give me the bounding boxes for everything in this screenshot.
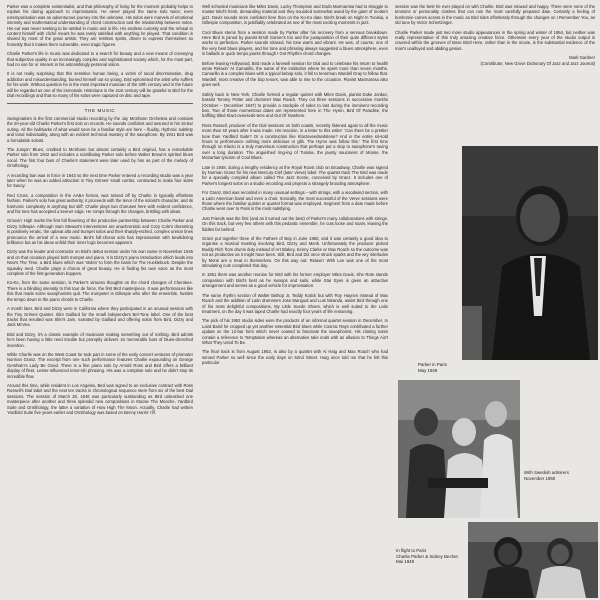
intro-paragraphs (7, 4, 193, 99)
music-paragraph: While Charlie was on the West Coast he took part in some of the early concert ventures of promoter Norman Granz. The excerpt from one such performance features Charlie expounding on George Gershwin's Lady Be Good. There is a fine piano solo by Arnold Ross and Bird offers a brilliant display of fleet, Lester-influenced tenor-ish phrasing. His was a complete solo and he didn't stop its incredible flow. (7, 351, 193, 379)
right-paragraph: session was the best he ever played on with Charlie. Bird was relaxed and happy. There were none of the tensions or personality clashes that can ruin the most carefully prepared date. Certainly a feeling of bonhomie comes across in the music as Bird rides effortlessly through the changes on I Remember You, an old tune by Victor Schertzinger. (395, 4, 595, 26)
middle-paragraph: Safely back in New York, Charlie formed a regular quintet with Miles Davis, pianist Duke Jordan, bassist Tommy Potter and drummer Max Roach. They cut three sessions in successive months (October – December 1947) to provide a stockpile of sides to last during the imminent recording ban. Two of those momentous dates are represented here in The Hymn, Bird Of Paradise, the baffling titled Klact-oveeseds-tene and Out Of Nowhere. (202, 91, 388, 119)
music-paragraph: Red Cross, a composition in the AABA format, was tossed off by Charlie in typically effortless fashion. Parker's solo has great authority; it proceeds with the tenor of the soloist's character, and its harmonic complexity is anything but stiff. Charlie plays two choruses here with evident confidence, and his tone has accepted a keener edge. He romps through the changes, bristling with ideas. (7, 192, 193, 214)
middle-paragraph: Ross Russell, producer of the Dial sessions on both coasts, recently listened again to all the music more than 40 years after it was made. His reaction, in a letter to this writer: 'Can there be a prettier tune than Yardbird Suite? Or a construction like Klactoveedsedstene? And in the entire sit-sold hours to performance nothing more delicious or glib. The Hymn was follow this.' The first time through on Klacto is a truly marvelous construction that perhaps put a stop to saxophone's raving over a long duration. The anguished ring-ing of Tunisia, the jaunty sauciness of Moose, the Mozartian lyricism of Cool Blues. (202, 122, 388, 161)
author-signature: Mark Gardner (569, 55, 595, 61)
photo-swedish-admirers (398, 380, 520, 518)
middle-paragraph: The final track is from August 1953, is also by a quartet with Al Haig and Max Roach who had served Parker so well since the early days on 52nd Street. Haig once told me that he felt this particular (202, 349, 388, 366)
middle-paragraph: Cool Blues stems from a session made by Parker after his recovery from a nervous breakdown. Here Bird is joined by pianist Erroll Garner's trio and the juxtaposition of their quite different styles works to perfection. Parker sounds relaxed, his tone warm and vibrant. He was, of course, one of the very best blues players, and his tone and phrasing always suggested a blues atmosphere, even in ballads or quick tempo jaunts through I Got Rhythm chord changes. (202, 29, 388, 57)
music-paragraph: Swingmatism is the first commercial studio recording by the Jay McShann Orchestra and contains the 20-year-old Charlie Parker's first solo on records. He sounds confident and assured in his 16-bar outing. All the hallmarks of what would soon be a familiar style are here – fluidity, rhythmic subtlety and tonal individuality, along with an evident technical mastery of the saxophone. By 1941 Bird was a formidable soloist. (7, 115, 193, 143)
photo-parker-paris (462, 146, 598, 360)
music-paragraph: Around this time, while resident in Los Angeles, Bird was signed to an exclusive contract with Ross Russell's Dial label and the next ten tracks in chronological sequence stem from six of the best Dial sessions. The session of March 28, 1946 was particularly outstanding as Bird unleashed one masterpiece after another and three splendid new compositions in Moose The Mooche, Yardbird Suite and Ornithology, the latter a variation of How High The Moon. Actually, Charlie had written Yardbird Suite five years earlier and Ornithology was based on Benny Harris' riff. (7, 382, 193, 415)
music-paragraph: A month later, Bird and Dizzy were in California where they participated in an unusual session with the Tiny Grimes Quintet. Slim Gaillard for the small independent Bel-Tone label. One of the best tracks that resulted was Slim's Jam, narrated by Gaillard and offering solos from Bird, Dizzy and Jack McVea. (7, 306, 193, 328)
middle-paragraph: For Granz, Bird was recorded in many unusual settings – with strings, with a woodwind section, with a Latin American band and even a choir. Ironically, the most successful of the Verve sessions were those where the familiar quintet or quartet format was employed. Segment from a date made before Charlie went over to Paris is the most satisfying. (202, 190, 388, 212)
music-paragraph: Ko-Ko, from the same session, is Parker's virtuoso thoughts on the chord changes of Cherokee. There is a blinding intensity to this tour de force, the first Bird masterpiece. It was performances like this that made some saxophonists quit. The trumpeter is Gillespie who after the ensemble, hustles the tempo down to the piano chords to Charlie. (7, 280, 193, 302)
author-credit: (Contributor, New Grove Dictionary Of Jazz and Jazz Journal) (480, 60, 595, 66)
section-divider (7, 103, 193, 104)
music-paragraph: Dizzy was the leader and contractor on Bird's debut session under his own name in November 1945 and on that occasion played both trumpet and piano. It is Dizzy's piano introduction which leads into Now's The Time, a Bird blues which was 'stolen' to form the basis for The Hucklebuck. Despite the squeaky reed, Charlie plays a chorus of great beauty. He is finding his own voice as the most complete of the first-generation boppers. (7, 249, 193, 277)
intro-paragraph: It is not really surprising that this sensitive human being, a victim of racial discrimination, drug addiction and misunderstanding, burned himself out so young. Bird epitomised the artist who suffers for his work. Without question he is the most important musician of the 20th century and in the future will be regarded as one of the immortals. Historians in the 21st century will be grateful to Bird for the Dial recordings and that so many of his solos were captured on disc and tape. (7, 71, 193, 99)
middle-paragraph: Well schooled musicians like Miles Davis, Lucky Thompson and Dodo Marmarosa had to struggle to master Bird's fresh, demanding material and they sounded somewhat awed by the giant of modern jazz. Davis sounds more confident here than on the Ko-Ko date. Bird's break on Night In Tunisia, a Gillespie composition, is justifiably celebrated as one of the most exciting moments in jazz. (202, 4, 388, 26)
photo-flight-paris (468, 522, 598, 598)
music-paragraphs (7, 116, 193, 416)
music-paragraph: The Jumpin' Blues, credited to McShann but almost certainly a Bird original, has a remarkable Parker solo from 1942 and includes a scintillating Parker solo before Walter Brown's spirited blues vocal. The first four bars of Charlie's statement were later used by him as part of the melody of Ornithology. (7, 146, 193, 169)
middle-paragraph: The pick of his 1952 studio sides were the products of an informal quartet session in December. In Laird Baird he cropped up yet another essential Bird blues while Cosmic Rays contributed a further update on the 12-bar form which never ceased to fascinate the saxophonist. His closing notes contain a reference to Temptation whereas an alternative take ends with an allusion to Things Ain't What They Used To Be. (202, 318, 388, 345)
column-middle (202, 4, 388, 594)
middle-paragraph: Just Friends was the first (and as it turned out the best) of Parker's many collaborations with strings. On this track, but very few others with this pedantic ensemble, he cuts loose and soars, leaving the fiddles far behind. (202, 215, 388, 232)
column-left (7, 4, 193, 594)
intro-paragraph: Charlie Parker's life in music was dedicated to a search for beauty and a new means of conveying that subjective quality in an increasingly complex and sophisticated society which, for the most part, had no use for or interest in his astonishingly personal vision. (7, 51, 193, 68)
intro-paragraph: Parker was a complete existentialist, and that philosophy of living for the moment probably helps to explain his daring approach to improvisation. He never played the same solo twice; even extemporisation was an adventurous journey into the unknown. His solos were marvels of emotional intensity and mathematical understanding of chord construction and the relationship between notes. His ear was never seeking to be settled in music and in life. His endless curiosity and the refusal to content himself with cliché meant he was rarely satisfied with anything he played. That condition is shared by most of the great artists. They are restless spirits, driven to express themselves so honestly that it makes them vulnerable, even tragic figures. (7, 4, 193, 47)
middle-paragraphs (202, 4, 388, 366)
column-right (395, 4, 595, 142)
music-paragraph: A recording ban was in force in 1943 so the next time Parker entered a recording studio was a year later when he was an added attraction in Tiny Grimes' small combo, contracted to make four sides for Savoy. (7, 172, 193, 189)
middle-paragraph: The same rhythm section of Walter Bishop Jr, Teddy Kotick but with Roy Haynes instead of Max Roach and the addition of Latin drummers Jose Mangual and Luis Miranda, assist Bird through one of his most delightful compositions, My Little Suede Shoes, which is well suited to the Latin treatment, on the day it was taped Charlie had exactly four years of life remaining. (202, 292, 388, 314)
right-paragraphs (395, 4, 595, 51)
caption-swedish-admirers: With Swedish admirers November 1950 (524, 470, 569, 481)
middle-paragraph: Before leaving Hollywood, Bird made a farewell session for Dial and to celebrate his return to health wrote Relaxin' At Camarillo, the name of the institution where he spent more than seven months. Camarillo is a complex blues with a typical bebop solo, it fell to tenorman Wardell Gray to follow that. Wardell, most creative of the bop tenors, was able to rise to the occasion. Pianist Marmarosa also goes well. (202, 60, 388, 88)
music-heading: THE MUSIC (84, 107, 116, 113)
caption-flight-paris: In flight to Paris Charlie Parker & Sidney Bechet Mai 1949 (396, 548, 458, 565)
music-paragraph: Groovin' High marks the first full flowering of the productive partnership between Charlie Parker and Dizzy Gillespie. Although Sam Stewart's interventions are anachronistic and Cozy Cole's drumming is positively erratic, the upbeat alto and trumpet solos and their sharply-etched, complex unison lines pronounce the arrival of a new music. Bird's full-chorus solo has improvisation with bewildering brilliance but as his ideas unfold their inner logic becomes apparent. (7, 218, 193, 246)
middle-paragraph: Granz put together three of the Fathers of Bop in June 1950, and it was certainly a good idea to organise a musical meeting involving Bird, Dizzy and Monk. Unfortunately the producer picked Buddy Rich from drums duty instead of Art Blakey, Kenny Clarke or Max Roach so the outcome was not as productive as it might have been. Still, Bird and Diz once struck sparks and the wry interludes by Monk are a treat in themselves. On this way out: Relaxin' With Lee was one of the most stimulating cuts completed that day. (202, 236, 388, 269)
right-paragraph: Charlie Parker made just two more studio appearances in the spring and winter of 1954, but neither was really representative of this truly amazing creative force. Otherwise every year of the studio output is covered within the grooves of Bose Bird! Here, rather than in the movie, is the substantial evidence of the man's unalloyed and abiding genius. (395, 29, 595, 51)
middle-paragraph: Late in 1948, during a lengthy residency at the Royal Roost club on Broadway, Charlie was signed by Norman Granz for his new Mercury-Clef (later Verve) label. The quartet track The Bird was made for a specially compiled album called The Jazz Scene, conceived by Granz. It includes one of Parker's longest solos on a studio recording and projects a strangely brooding atmosphere. (202, 164, 388, 186)
middle-paragraph: In 1951 there was another reunion for Bird with his former employer Miles Davis. She Rote stands comparison with Bird's best as he swoops and sails, while Star Eyes is given an attractive arrangement and serves as a good vehicle for improvisation. (202, 272, 388, 289)
music-paragraph: Bird and Dizzy, it's a classic example of musicians making something out of nothing. Bird admits he's been having a little reed trouble but promptly delivers 16 memorable bars of blues-drenched invention. (7, 331, 193, 348)
caption-parker-paris: Parker in Paris May 1949 (418, 362, 447, 373)
